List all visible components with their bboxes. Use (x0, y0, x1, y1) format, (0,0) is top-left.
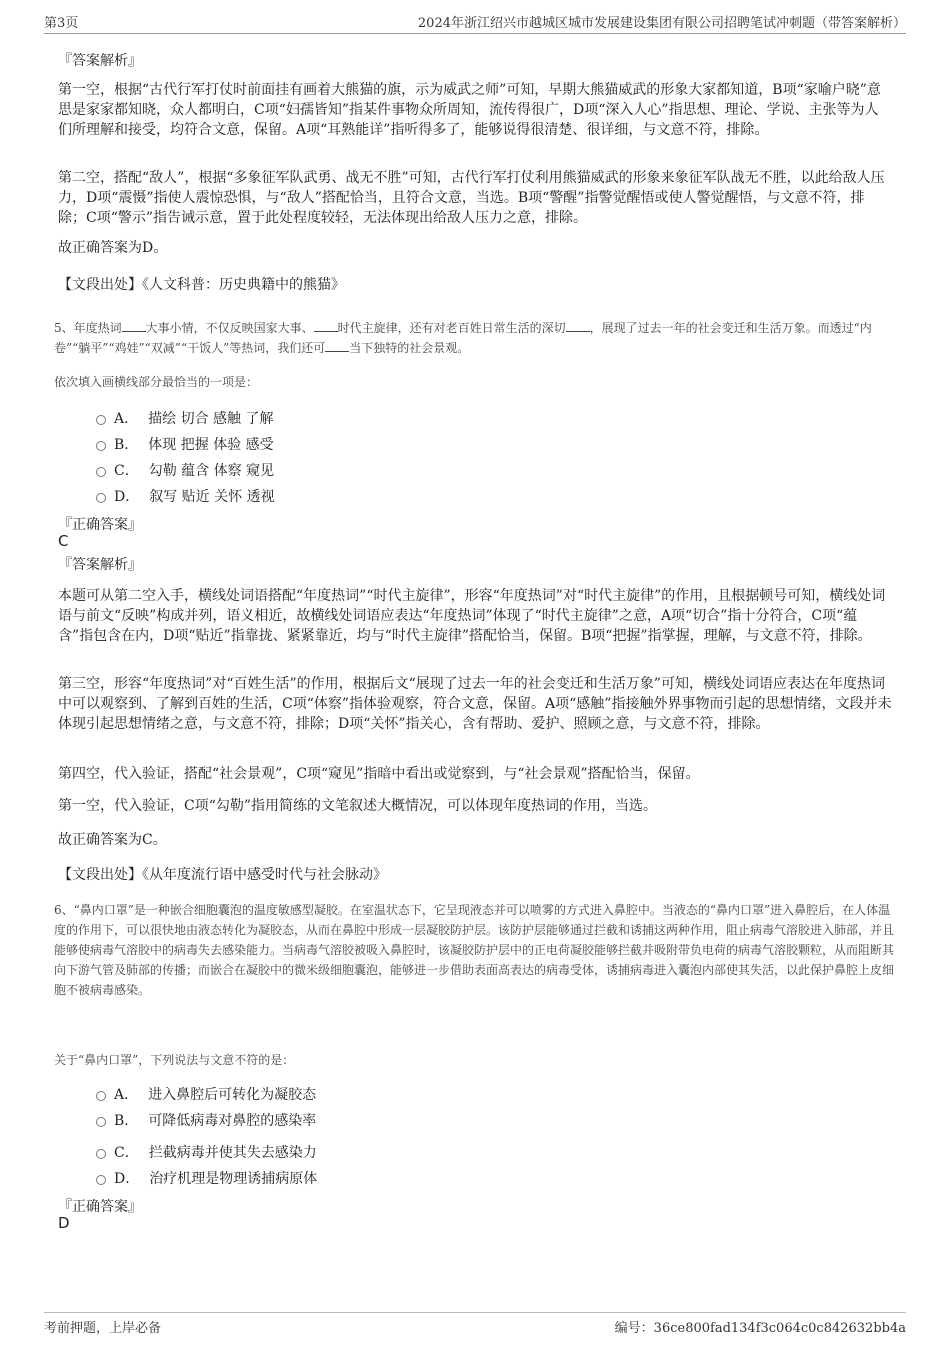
analysis-conclusion: 故正确答案为C。 (58, 832, 167, 848)
radio-icon[interactable] (96, 1175, 106, 1185)
analysis-paragraph: 第一空，代入验证，C项“勾勒”指用简练的文笔叙述大概情况，可以体现年度热词的作用，当选。 (58, 798, 658, 814)
radio-icon[interactable] (96, 1149, 106, 1159)
question-stem: 6、“鼻内口罩”是一种嵌合细胞囊泡的温度敏感型凝胶。在室温状态下，它呈现液态并可以喷雾的方式进入鼻腔中。当液态的“鼻内口罩”进入鼻腔后，在人体温度的作用下，可以很快地由液态转化为凝胶态，从而在鼻腔中形成一层凝胶防护层。该防护层能够通过拦截和诱捕这两种作用，阻止病毒气溶胶进入肺部，并且能够使病毒气溶胶中的病毒失去感染能力。当病毒气溶胶被吸入鼻腔时，该凝胶防护层中的正电荷凝胶能够拦截并吸附带负电荷的病毒气溶胶颗粒，从而阻断其向下游气管及肺部的传播；而嵌合在凝胶中的微米级细胞囊泡，能够进一步借助表面高表达的病毒受体，诱捕病毒进入囊泡内部使其失活，以此保护鼻腔上皮细胞不被病毒感染。 (54, 903, 895, 997)
question-prompt: 依次填入画横线部分最恰当的一项是： (54, 375, 259, 389)
radio-icon[interactable] (96, 1091, 106, 1101)
radio-icon[interactable] (96, 493, 106, 503)
radio-icon[interactable] (96, 441, 106, 451)
page-number: 第3页 (44, 16, 79, 31)
option-b[interactable]: B． 可降低病毒对鼻腔的感染率 (96, 1110, 316, 1130)
analysis-paragraph: 第四空，代入验证，搭配“社会景观”，C项“窥见”指暗中看出或觉察到，与“社会景观”搭配恰当，保留。 (58, 766, 700, 782)
option-d[interactable]: D． 治疗机理是物理诱捕病原体 (96, 1168, 317, 1188)
analysis-tag: 『答案解析』 (58, 53, 142, 69)
page-footer (44, 1312, 906, 1336)
analysis-paragraph: 第二空，搭配“敌人”，根据“多象征军队武勇、战无不胜”可知，古代行军打仗利用熊猫威武的形象来象征军队战无不胜，以此给敌人压力，D项“震慑”指使人震惊恐惧，与“敌人”搭配恰当，且符合文意，当选。B项“警醒”指警觉醒悟或使人警觉醒悟，与文意不符，排除；C项“警示”指告诫示意，置于此处程度较轻，无法体现出给敌人压力之意，排除。 (58, 170, 885, 226)
option-a[interactable]: A． 描绘 切合 感触 了解 (96, 408, 273, 428)
source-citation: 【文段出处】《从年度流行语中感受时代与社会脉动》 (58, 867, 387, 883)
radio-icon[interactable] (96, 1117, 106, 1127)
source-citation: 【文段出处】《人文科普：历史典籍中的熊猫》 (58, 277, 345, 293)
radio-icon[interactable] (96, 415, 106, 425)
question-stem: 5、年度热词 大事小情，不仅反映国家大事、 时代主旋律，还有对老百姓日常生活的深切 ，展现了过去一年的社会变迁和生活万象。而透过“内卷”“躺平”“鸡娃”“双减”“干饭人”等热词，我们还可 当下独特的社会景观。 (54, 321, 872, 355)
document-title: 2024年浙江绍兴市越城区城市发展建设集团有限公司招聘笔试冲刺题（带答案解析） (417, 16, 906, 31)
page-header (44, 8, 906, 34)
fill-blank (314, 320, 338, 332)
correct-answer: C (58, 532, 69, 550)
option-c[interactable]: C． 拦截病毒并使其失去感染力 (96, 1142, 317, 1162)
option-d[interactable]: D． 叙写 贴近 关怀 透视 (96, 486, 275, 506)
answer-tag: 『正确答案』 (58, 517, 142, 533)
analysis-conclusion: 故正确答案为D。 (58, 240, 168, 256)
footer-slogan: 考前押题，上岸必备 (44, 1321, 162, 1336)
correct-answer: D (58, 1214, 70, 1232)
radio-icon[interactable] (96, 467, 106, 477)
answer-tag: 『正确答案』 (58, 1199, 142, 1215)
analysis-paragraph: 第一空，根据“古代行军打仗时前面挂有画着大熊猫的旗，示为威武之师”可知，早期大熊猫威武的形象大家都知道，B项“家喻户晓”意思是家家都知晓，众人都明白，C项“妇孺皆知”指某件事物众所周知，流传得很广，D项“深入人心”指思想、理论、学说、主张等为人们所理解和接受，均符合文意，保留。A项“耳熟能详”指听得多了，能够说得很清楚、很详细，与文意不符，排除。 (58, 82, 881, 138)
question-prompt: 关于“鼻内口罩”，下列说法与文意不符的是： (54, 1053, 295, 1067)
analysis-tag: 『答案解析』 (58, 557, 142, 573)
option-c[interactable]: C． 勾勒 蕴含 体察 窥见 (96, 460, 274, 480)
analysis-paragraph: 第三空，形容“年度热词”对“百姓生活”的作用，根据后文“展现了过去一年的社会变迁和生活万象”可知，横线处词语应表达在年度热词中可以观察到、了解到百姓的生活，C项“体察”指体验观察，符合文意，保留。A项“感触”指接触外界事物而引起的思想情绪，文段并未体现引起思想情绪之意，与文意不符，排除；D项“关怀”指关心，含有帮助、爱护、照顾之意，与文意不符，排除。 (58, 676, 892, 732)
option-a[interactable]: A． 进入鼻腔后可转化为凝胶态 (96, 1084, 316, 1104)
document-id: 编号：36ce800fad134f3c064c0c842632bb4a (614, 1321, 906, 1336)
fill-blank (566, 320, 590, 332)
fill-blank (122, 320, 146, 332)
option-b[interactable]: B． 体现 把握 体验 感受 (96, 434, 274, 454)
fill-blank (325, 340, 349, 352)
analysis-paragraph: 本题可从第二空入手，横线处词语搭配“年度热词”“时代主旋律”，形容“年度热词”对“时代主旋律”的作用，且根据顿号可知，横线处词语与前文“反映”构成并列，语义相近，故横线处词语应表达“年度热词”体现了“时代主旋律”之意，A项“切合”指十分符合，C项“蕴含”指包含在内，D项“贴近”指靠拢、紧紧靠近，均与“时代主旋律”搭配恰当，保留。B项“把握”指掌握，理解，与文意不符，排除。 (58, 588, 886, 644)
